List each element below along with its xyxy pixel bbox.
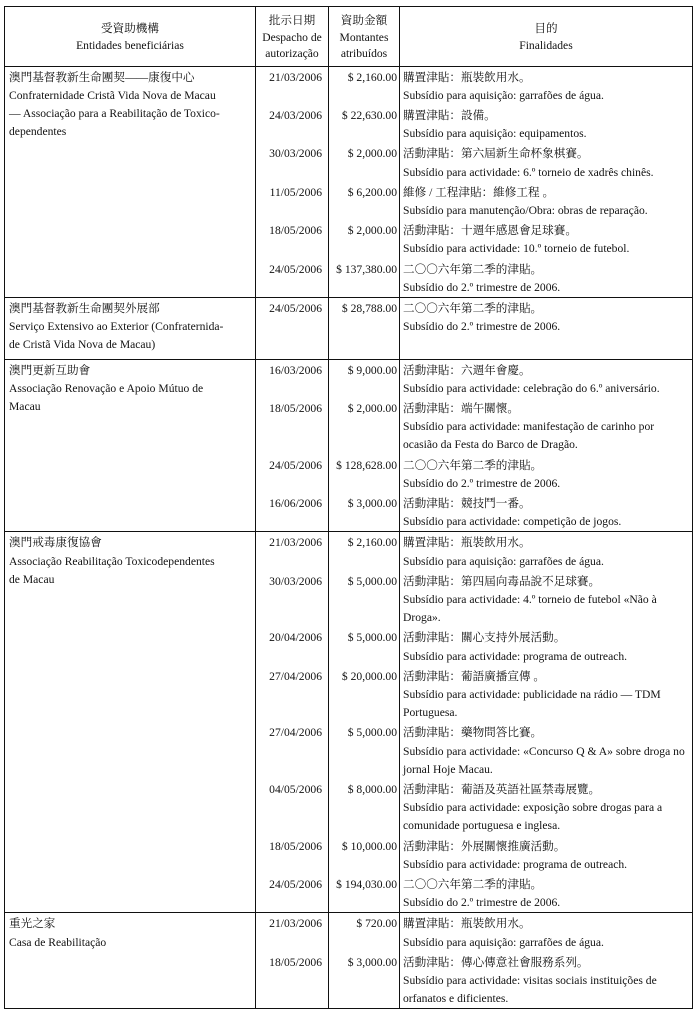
entity-cell <box>5 297 256 359</box>
purpose-pt: Subsídio para aquisição: garrafões de água. <box>403 935 604 949</box>
entry-purpose <box>403 779 690 836</box>
purpose-cell <box>400 66 693 297</box>
entry-purpose <box>403 143 690 181</box>
entry-purpose <box>403 67 690 105</box>
purpose-pt: Subsídio do 2.º trimestre de 2006. <box>403 280 561 294</box>
entity-name-line: de Macau <box>9 572 55 586</box>
purpose-zh: 活動津貼：十週年感恩會足球賽。 <box>403 224 577 238</box>
entry-purpose <box>403 298 690 336</box>
entry-date: 16/03/2006 <box>269 363 322 377</box>
purpose-zh: 購置津貼：設備。 <box>403 108 496 122</box>
entry-date: 24/05/2006 <box>269 301 322 315</box>
entry-amount: $ 8,000.00 <box>347 783 397 797</box>
header-purpose: 目的 Finalidades <box>400 7 693 67</box>
date-cell <box>256 66 329 297</box>
entry-amount: $ 9,000.00 <box>347 363 397 377</box>
entity-cell <box>5 359 256 532</box>
entry-date: 27/04/2006 <box>269 726 322 740</box>
purpose-zh: 二〇〇六年第二季的津貼。 <box>403 878 543 892</box>
entry-date: 24/05/2006 <box>269 262 322 276</box>
purpose-zh: 活動津貼：葡語及英語社區禁毒展覽。 <box>403 783 601 797</box>
entry-amount: $ 10,000.00 <box>341 839 397 853</box>
entry-purpose <box>403 722 690 779</box>
entry-amount: $ 2,160.00 <box>347 70 397 84</box>
amount-cell <box>329 359 400 532</box>
purpose-zh: 活動津貼：競技鬥一番。 <box>403 496 531 510</box>
group-row <box>5 913 693 1009</box>
entity-name-line: 重光之家 <box>9 917 56 931</box>
subsidy-table <box>4 6 693 1009</box>
group-row <box>5 66 693 297</box>
purpose-pt: Subsídio para manutenção/Obra: obras de reparação. <box>403 203 648 217</box>
entity-name-line: Associação Renovação e Apoio Mútuo de <box>9 381 204 395</box>
table-header-row <box>5 7 693 67</box>
purpose-pt: Subsídio para aquisição: garrafões de água. <box>403 88 604 102</box>
entry-date: 21/03/2006 <box>269 70 322 84</box>
entry-amount: $ 128,628.00 <box>336 458 397 472</box>
entry-date: 11/05/2006 <box>269 185 322 199</box>
purpose-pt: Subsídio para actividade: competição de jogos. <box>403 515 622 529</box>
entry-purpose <box>403 493 690 531</box>
entry-date: 20/04/2006 <box>269 631 322 645</box>
entry-purpose <box>403 836 690 874</box>
entity-name-line: Macau <box>9 399 41 413</box>
entry-purpose <box>403 571 690 628</box>
entity-cell <box>5 913 256 1009</box>
entity-name-line: 澳門基督教新生命團契——康復中心 <box>9 70 195 84</box>
group-row <box>5 532 693 913</box>
entry-amount: $ 2,160.00 <box>347 536 397 550</box>
entry-amount: $ 6,200.00 <box>347 185 397 199</box>
entry-purpose <box>403 455 690 493</box>
entry-date: 18/05/2006 <box>269 839 322 853</box>
entry-date: 18/05/2006 <box>269 224 322 238</box>
entry-purpose <box>403 220 690 258</box>
purpose-zh: 活動津貼：端午關懷。 <box>403 401 519 415</box>
entity-name-line: 澳門基督教新生命團契外展部 <box>9 301 160 315</box>
purpose-pt: Subsídio para aquisição: equipamentos. <box>403 127 587 141</box>
purpose-pt: Subsídio do 2.º trimestre de 2006. <box>403 476 561 490</box>
entry-purpose <box>403 666 690 723</box>
entry-date: 24/05/2006 <box>269 878 322 892</box>
entry-amount: $ 3,000.00 <box>347 955 397 969</box>
amount-cell <box>329 66 400 297</box>
entity-cell <box>5 532 256 913</box>
entry-date: 30/03/2006 <box>269 147 322 161</box>
purpose-zh: 二〇〇六年第二季的津貼。 <box>403 262 543 276</box>
entry-purpose <box>403 398 690 455</box>
purpose-pt: Subsídio para aquisição: garrafões de água. <box>403 554 604 568</box>
purpose-pt: Subsídio para actividade: publicidade na rádio — TDM Portuguesa. <box>403 688 661 720</box>
entry-date: 27/04/2006 <box>269 669 322 683</box>
entry-purpose <box>403 952 690 1009</box>
purpose-pt: Subsídio para actividade: 10.º torneio de futebol. <box>403 242 630 256</box>
amount-cell <box>329 532 400 913</box>
entity-name-line: Confraternidade Cristã Vida Nova de Macau <box>9 88 216 102</box>
group-row <box>5 359 693 532</box>
header-amount: 資助金額 Montantes atribuídos <box>329 7 400 67</box>
entry-amount: $ 5,000.00 <box>347 574 397 588</box>
purpose-zh: 活動津貼：關心支持外展活動。 <box>403 631 566 645</box>
purpose-pt: Subsídio para actividade: visitas sociais instituições de orfanatos e dificientes. <box>403 974 657 1006</box>
purpose-pt: Subsídio para actividade: 4.º torneio de futebol «Não à Droga». <box>403 592 657 625</box>
entity-name-line: Serviço Extensivo ao Exterior (Confraternida- <box>9 320 224 334</box>
purpose-pt: Subsídio para actividade: programa de outreach. <box>403 857 628 871</box>
header-entity: 受資助機構 Entidades beneficiárias <box>5 7 256 67</box>
entry-date: 18/05/2006 <box>269 955 322 969</box>
entry-date: 16/06/2006 <box>269 496 322 510</box>
purpose-zh: 活動津貼：傳心傳意社會服務系列。 <box>403 955 589 969</box>
entry-amount: $ 5,000.00 <box>347 631 397 645</box>
purpose-zh: 活動津貼：第四屆向毒品說不足球賽。 <box>403 574 601 588</box>
purpose-cell <box>400 297 693 359</box>
entry-amount: $ 720.00 <box>356 917 397 931</box>
entry-amount: $ 3,000.00 <box>347 496 397 510</box>
purpose-zh: 活動津貼：藥物問答比賽。 <box>403 726 543 740</box>
entry-date: 04/05/2006 <box>269 783 322 797</box>
date-cell <box>256 532 329 913</box>
date-cell <box>256 359 329 532</box>
entity-name-line: dependentes <box>9 125 67 139</box>
entry-date: 21/03/2006 <box>269 536 322 550</box>
purpose-pt: Subsídio para actividade: manifestação de carinho por ocasião da Festa do Barco de Dragão. <box>403 420 655 452</box>
entry-date: 30/03/2006 <box>269 574 322 588</box>
entry-date: 24/03/2006 <box>269 108 322 122</box>
purpose-cell <box>400 359 693 532</box>
purpose-zh: 活動津貼：外展關懷推廣活動。 <box>403 839 566 853</box>
entity-name-line: de Cristã Vida Nova de Macau) <box>9 338 156 352</box>
purpose-zh: 活動津貼：第六屆新生命杯象棋賽。 <box>403 147 589 161</box>
entry-date: 24/05/2006 <box>269 458 322 472</box>
purpose-zh: 購置津貼：瓶裝飲用水。 <box>403 917 531 931</box>
purpose-zh: 購置津貼：瓶裝飲用水。 <box>403 70 531 84</box>
purpose-pt: Subsídio para actividade: programa de outreach. <box>403 649 628 663</box>
entity-name-line: Casa de Reabilitação <box>9 935 107 949</box>
entry-purpose <box>403 182 690 220</box>
purpose-zh: 維修 / 工程津貼：維修工程 。 <box>403 185 555 199</box>
purpose-pt: Subsídio para actividade: exposição sobre drogas para a comunidade portuguesa e inglesa. <box>403 801 663 833</box>
entry-amount: $ 28,788.00 <box>341 301 397 315</box>
purpose-cell <box>400 913 693 1009</box>
entity-name-line: 澳門戒毒康復協會 <box>9 536 102 550</box>
entry-amount: $ 22,630.00 <box>341 108 397 122</box>
entry-amount: $ 194,030.00 <box>336 878 397 892</box>
entry-purpose <box>403 259 690 297</box>
entry-purpose <box>403 105 690 143</box>
entity-name-line: 澳門更新互助會 <box>9 363 91 377</box>
entry-amount: $ 20,000.00 <box>341 669 397 683</box>
purpose-zh: 活動津貼：六週年會慶。 <box>403 363 531 377</box>
purpose-zh: 二〇〇六年第二季的津貼。 <box>403 458 543 472</box>
purpose-pt: Subsídio do 2.º trimestre de 2006. <box>403 896 561 910</box>
amount-cell <box>329 297 400 359</box>
purpose-zh: 二〇〇六年第二季的津貼。 <box>403 301 543 315</box>
purpose-pt: Subsídio do 2.º trimestre de 2006. <box>403 320 561 334</box>
purpose-pt: Subsídio para actividade: 6.º torneio de xadrês chinês. <box>403 165 654 179</box>
purpose-pt: Subsídio para actividade: «Concurso Q & A» sobre droga no jornal Hoje Macau. <box>403 744 685 776</box>
entry-amount: $ 137,380.00 <box>336 262 397 276</box>
entry-date: 18/05/2006 <box>269 401 322 415</box>
entry-purpose <box>403 360 690 398</box>
amount-cell <box>329 913 400 1009</box>
purpose-zh: 購置津貼：瓶裝飲用水。 <box>403 536 531 550</box>
table-body <box>5 66 693 1009</box>
purpose-cell <box>400 532 693 913</box>
entry-amount: $ 2,000.00 <box>347 224 397 238</box>
entity-cell <box>5 66 256 297</box>
entry-purpose <box>403 874 690 912</box>
entity-name-line: Associação Reabilitação Toxicodependentes <box>9 554 215 568</box>
entry-purpose <box>403 913 690 951</box>
purpose-pt: Subsídio para actividade: celebração do 6.º aniversário. <box>403 381 660 395</box>
entry-purpose <box>403 532 690 570</box>
header-date: 批示日期 Despacho de autorização <box>256 7 329 67</box>
entry-date: 21/03/2006 <box>269 917 322 931</box>
date-cell <box>256 297 329 359</box>
entry-amount: $ 2,000.00 <box>347 401 397 415</box>
entry-amount: $ 5,000.00 <box>347 726 397 740</box>
group-row <box>5 297 693 359</box>
date-cell <box>256 913 329 1009</box>
entry-purpose <box>403 627 690 665</box>
purpose-zh: 活動津貼：葡語廣播宣傳 。 <box>403 669 546 683</box>
entry-amount: $ 2,000.00 <box>347 147 397 161</box>
entity-name-line: — Associação para a Reabilitação de Toxico- <box>9 106 220 120</box>
